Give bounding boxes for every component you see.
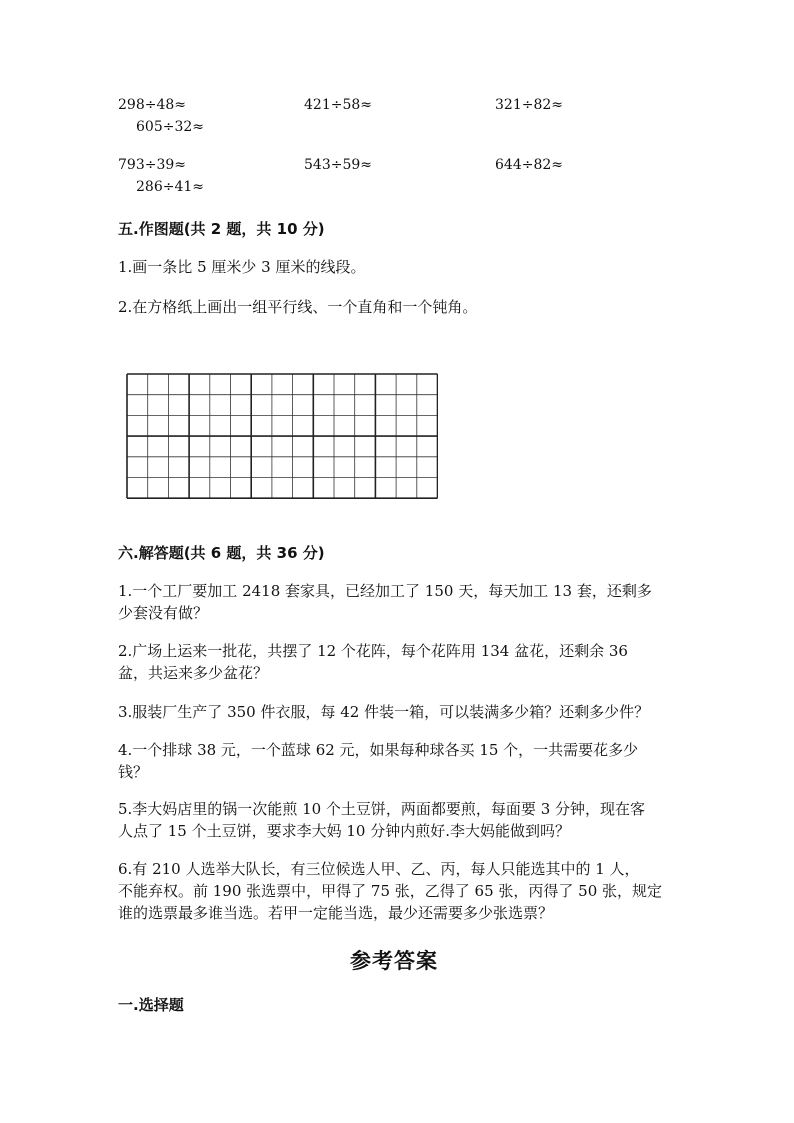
question-text: 5.李大妈店里的锅一次能煎 10 个土豆饼，两面都要煎，每面要 3 分钟，现在客 人点了 15 个土豆饼，要求李大妈 10 分钟内煎好.李大妈能做到吗？ xyxy=(118,800,646,840)
answers-section-heading: 一.选择题 xyxy=(118,996,184,1014)
estimate-item: 321÷82≈ xyxy=(495,97,563,113)
estimate-item: 286÷41≈ xyxy=(136,179,204,195)
question-text: 2.广场上运来一批花，共摆了 12 个花阵，每个花阵用 134 盆花，还剩余 36 盆，共运来多少盆花？ xyxy=(118,642,628,682)
answers-title: 参考答案 xyxy=(350,949,438,973)
estimate-item: 543÷59≈ xyxy=(304,157,372,173)
estimate-item: 298÷48≈ xyxy=(118,97,186,113)
question-text: 1.画一条比 5 厘米少 3 厘米的线段。 xyxy=(118,258,366,276)
estimate-item: 644÷82≈ xyxy=(495,157,563,173)
section-heading-solve: 六.解答题(共 6 题，共 36 分) xyxy=(118,544,325,562)
estimate-item: 793÷39≈ xyxy=(118,157,186,173)
section-heading-drawing: 五.作图题(共 2 题，共 10 分) xyxy=(118,220,325,238)
estimate-item: 605÷32≈ xyxy=(136,119,204,135)
question-text: 2.在方格纸上画出一组平行线、一个直角和一个钝角。 xyxy=(118,298,478,316)
grid-paper xyxy=(126,373,438,499)
question-text: 4.一个排球 38 元，一个蓝球 62 元，如果每种球各买 15 个，一共需要花多少 钱？ xyxy=(118,741,639,781)
question-text: 6.有 210 人选举大队长，有三位候选人甲、乙、丙，每人只能选其中的 1 人， 不能弃权。前 190 张选票中，甲得了 75 张，乙得了 65 张，丙得了 50 张，规定 谁的选票最多谁当选。若甲一定能当选，最少还需要多少张选票？ xyxy=(118,860,663,922)
estimate-item: 421÷58≈ xyxy=(304,97,372,113)
question-text: 3.服装厂生产了 350 件衣服，每 42 件装一箱，可以装满多少箱？还剩多少件？ xyxy=(118,703,650,721)
question-text: 1.一个工厂要加工 2418 套家具，已经加工了 150 天，每天加工 13 套，还剩多 少套没有做？ xyxy=(118,582,652,622)
